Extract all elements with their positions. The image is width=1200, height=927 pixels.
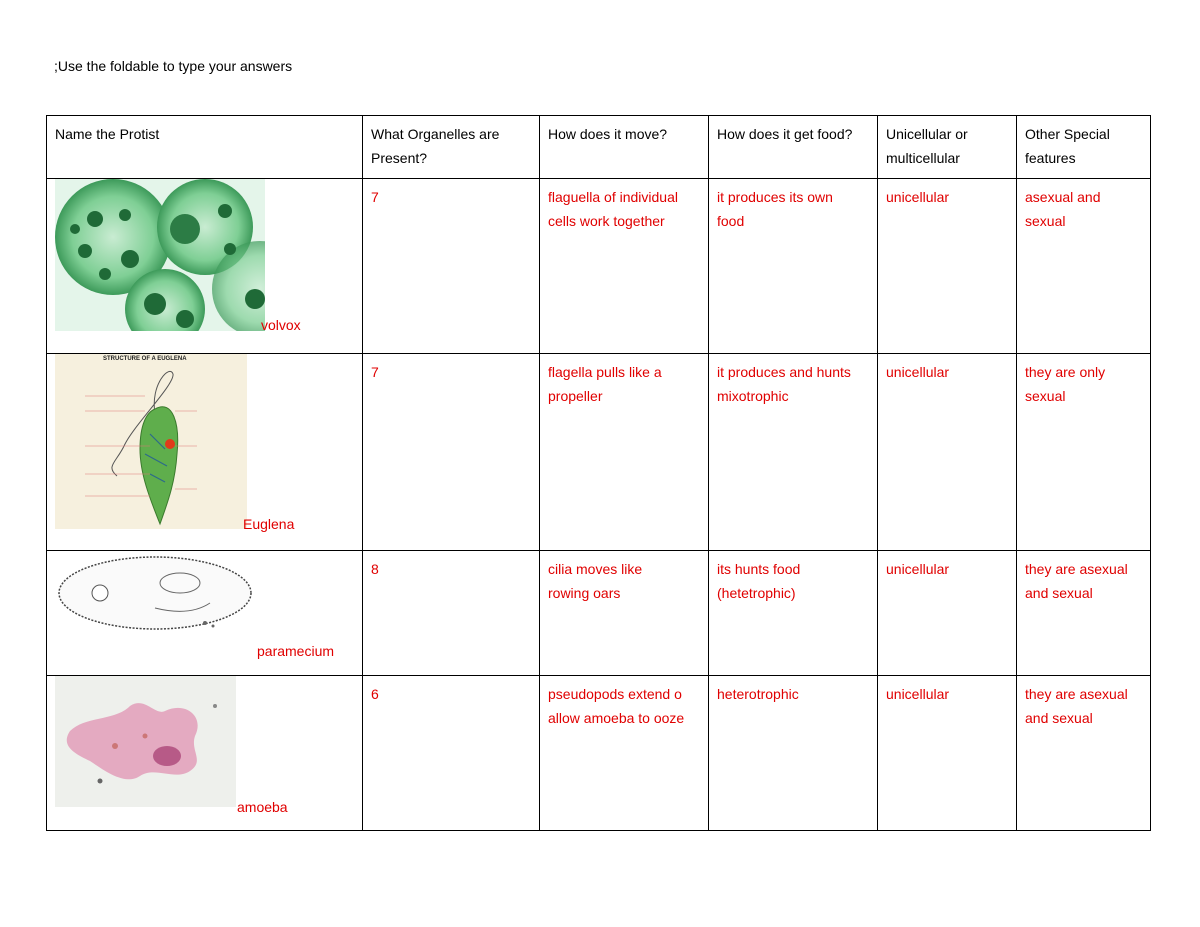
amoeba-image xyxy=(55,676,236,807)
header-organelles: What Organelles are Present? xyxy=(363,116,540,179)
food-answer: it produces its own food xyxy=(709,179,878,354)
protist-name: Euglena xyxy=(243,516,295,532)
other-features-answer: they are only sexual xyxy=(1017,354,1151,551)
other-features-answer: they are asexual and sexual xyxy=(1017,551,1151,676)
movement-answer: cilia moves like rowing oars xyxy=(540,551,709,676)
protist-name-cell xyxy=(47,354,363,551)
movement-answer: flaguella of individual cells work together xyxy=(540,179,709,354)
protist-name: paramecium xyxy=(257,643,335,659)
protist-name-cell xyxy=(47,551,363,676)
food-answer: it produces and hunts mixotrophic xyxy=(709,354,878,551)
table-row xyxy=(47,676,1151,831)
table-row xyxy=(47,179,1151,354)
header-other: Other Special features xyxy=(1017,116,1151,179)
protist-name-cell xyxy=(47,179,363,354)
other-features-answer: asexual and sexual xyxy=(1017,179,1151,354)
organelle-count: 7 xyxy=(363,354,540,551)
cell-type-answer: unicellular xyxy=(878,551,1017,676)
cell-type-answer: unicellular xyxy=(878,676,1017,831)
header-move: How does it move? xyxy=(540,116,709,179)
organelle-count: 8 xyxy=(363,551,540,676)
header-food: How does it get food? xyxy=(709,116,878,179)
volvox-image xyxy=(55,179,265,331)
organelle-count: 7 xyxy=(363,179,540,354)
other-features-answer: they are asexual and sexual xyxy=(1017,676,1151,831)
table-row xyxy=(47,354,1151,551)
cell-type-answer: unicellular xyxy=(878,179,1017,354)
header-name: Name the Protist xyxy=(47,116,363,179)
food-answer: heterotrophic xyxy=(709,676,878,831)
table-header-row xyxy=(47,116,1151,179)
instruction-text: ;Use the foldable to type your answers xyxy=(54,58,293,74)
protist-name-cell xyxy=(47,676,363,831)
header-cell-type: Unicellular or multicellular xyxy=(878,116,1017,179)
euglena-diagram xyxy=(55,354,247,529)
protist-name: amoeba xyxy=(237,799,288,815)
protist-table xyxy=(46,115,1151,831)
movement-answer: flagella pulls like a propeller xyxy=(540,354,709,551)
food-answer: its hunts food (hetetrophic) xyxy=(709,551,878,676)
movement-answer: pseudopods extend o allow amoeba to ooze xyxy=(540,676,709,831)
paramecium-drawing xyxy=(55,553,255,633)
table-row xyxy=(47,551,1151,676)
euglena-diagram-title: STRUCTURE OF A EUGLENA xyxy=(103,356,187,362)
cell-type-answer: unicellular xyxy=(878,354,1017,551)
organelle-count: 6 xyxy=(363,676,540,831)
protist-name: volvox xyxy=(261,317,301,333)
